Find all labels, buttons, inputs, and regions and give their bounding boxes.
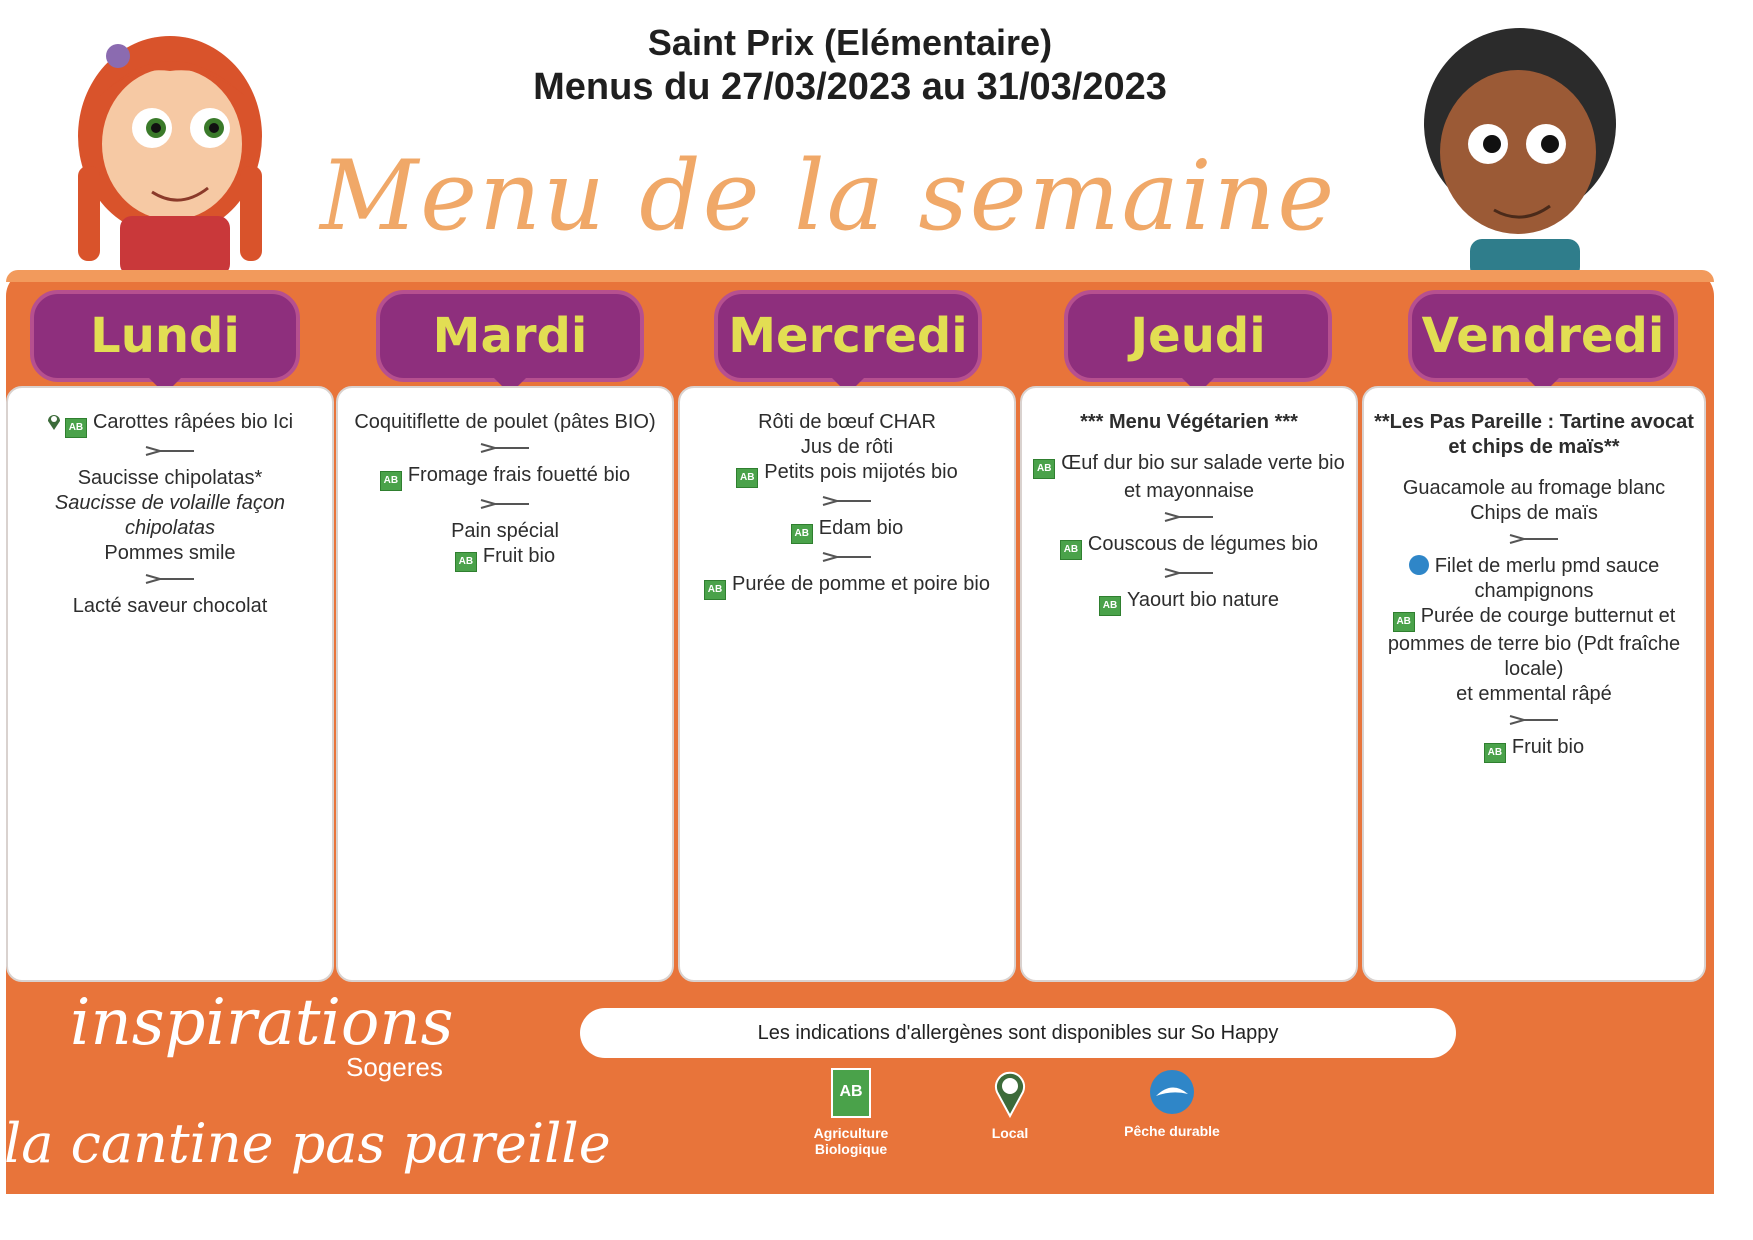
course-separator <box>1159 566 1219 580</box>
brand-sub: Sogeres <box>346 1052 443 1082</box>
menu-item <box>1032 588 1346 616</box>
menu-item <box>348 544 662 572</box>
tab-jeudi <box>1064 290 1332 382</box>
menu-item <box>1032 479 1346 504</box>
menu-item <box>18 491 322 541</box>
board-top-stripe <box>6 270 1714 282</box>
school-title: Saint Prix (Elémentaire) <box>647 22 1053 63</box>
header <box>0 0 1753 280</box>
svg-text:AB: AB <box>839 1083 863 1100</box>
menu-period: Menus du 27/03/2023 au 31/03/2023 <box>533 66 1167 108</box>
menu-item <box>690 516 1004 544</box>
course-separator <box>140 572 200 586</box>
day-column-mardi <box>336 386 674 982</box>
menu-item <box>690 435 1004 460</box>
menu-item-text: Chips de maïs <box>1470 502 1598 524</box>
legend-label: Pêche durable <box>1124 1123 1220 1139</box>
legend-bio <box>796 1068 906 1157</box>
tab-mardi <box>376 290 644 382</box>
tab-lundi <box>30 290 300 382</box>
legend-local <box>970 1068 1050 1141</box>
menu-item <box>690 410 1004 435</box>
menu-item <box>18 594 322 619</box>
bio-label-icon: AB <box>791 524 813 544</box>
day-label: Vendredi <box>1421 308 1665 364</box>
bio-label-icon: AB <box>736 468 758 488</box>
menu-item <box>18 410 322 438</box>
legend-label: Agriculture Biologique <box>813 1125 889 1157</box>
course-separator <box>1159 510 1219 524</box>
day-label: Lundi <box>90 308 240 364</box>
menu-item-text: Pain spécial <box>451 520 559 542</box>
sustainable-fishing-icon <box>1148 1068 1196 1116</box>
script-heading: Menu de la semaine <box>320 140 1337 252</box>
menu-item-text: Saucisse chipolatas* <box>77 467 263 489</box>
menu-item <box>348 519 662 544</box>
menu-item-text: Purée de pomme et poire bio <box>732 573 990 595</box>
bio-label-icon: AB <box>1060 540 1082 560</box>
bio-label-icon: AB <box>1033 459 1055 479</box>
bio-label-icon: AB <box>1393 612 1415 632</box>
local-pin-icon <box>47 413 61 431</box>
menu-item-text: Œuf dur bio sur salade verte bio <box>1061 452 1345 474</box>
menu-item <box>1032 532 1346 560</box>
menu-item <box>1374 682 1694 707</box>
menu-item-text: Fromage frais fouetté bio <box>407 464 631 486</box>
bio-label-icon <box>831 1068 871 1118</box>
menu-item-text: Filet de merlu pmd sauce champignons <box>1434 555 1660 602</box>
legend-fish <box>1112 1068 1232 1139</box>
bio-label-icon: AB <box>65 418 87 438</box>
tab-vendredi <box>1408 290 1678 382</box>
course-separator <box>817 494 877 508</box>
menu-item-text: Rôti de bœuf CHAR <box>758 411 936 433</box>
menu-item-text: Lacté saveur chocolat <box>72 595 268 617</box>
menu-item <box>1032 451 1346 479</box>
sustainable-fishing-icon <box>1409 555 1429 575</box>
local-pin-icon <box>993 1068 1027 1118</box>
bio-label-icon: AB <box>455 552 477 572</box>
menu-item <box>18 541 322 566</box>
menu-item-text: Guacamole au fromage blanc <box>1402 477 1666 499</box>
course-separator <box>475 441 535 455</box>
menu-item <box>1374 554 1694 604</box>
menu-item-text: Coquitiflette de poulet (pâtes BIO) <box>354 411 656 433</box>
menu-item <box>1374 410 1694 460</box>
menu-item-text: et mayonnaise <box>1123 480 1255 502</box>
menu-item <box>1374 735 1694 763</box>
menu-item-text: Carottes râpées bio Ici <box>92 411 294 433</box>
menu-item-text: Pommes smile <box>104 542 236 564</box>
boy-illustration <box>1410 14 1630 276</box>
legend-label: Local <box>991 1125 1029 1141</box>
menu-item-text: Edam bio <box>818 517 904 539</box>
day-label: Jeudi <box>1130 308 1266 364</box>
day-column-vendredi <box>1362 386 1706 982</box>
tab-mercredi <box>714 290 982 382</box>
bio-label-icon: AB <box>1099 596 1121 616</box>
menu-item <box>690 460 1004 488</box>
menu-item-text: Yaourt bio nature <box>1127 589 1279 611</box>
menu-item <box>1374 604 1694 682</box>
course-separator <box>1504 532 1564 546</box>
course-separator <box>817 550 877 564</box>
menu-item <box>1374 476 1694 501</box>
day-label: Mercredi <box>728 308 968 364</box>
menu-item <box>348 410 662 435</box>
menu-item <box>348 463 662 491</box>
menu-item-text: Purée de courge butternut et pommes de terre bio (Pdt fraîche locale) <box>1387 605 1681 680</box>
brand-logo-text: inspirations <box>70 986 454 1060</box>
allergen-note: Les indications d'allergènes sont disponibles sur So Happy <box>580 1008 1456 1058</box>
menu-item-text: Saucisse de volaille façon chipolatas <box>54 492 286 539</box>
bio-label-icon: AB <box>1484 743 1506 763</box>
menu-item-text: **Les Pas Pareille : Tartine avocat et chips de maïs** <box>1374 411 1694 458</box>
menu-item-text: et emmental râpé <box>1456 683 1612 705</box>
menu-item-text: Jus de rôti <box>800 436 894 458</box>
menu-item <box>1032 410 1346 435</box>
menu-item <box>690 572 1004 600</box>
brand-tagline: la cantine pas pareille <box>4 1112 611 1175</box>
course-separator <box>1504 713 1564 727</box>
menu-item-text: Fruit bio <box>482 545 556 567</box>
menu-item-text: Couscous de légumes bio <box>1087 533 1319 555</box>
day-column-mercredi <box>678 386 1016 982</box>
bio-label-icon: AB <box>704 580 726 600</box>
menu-item-text: Petits pois mijotés bio <box>764 461 958 483</box>
menu-item <box>1374 501 1694 526</box>
bio-label-icon: AB <box>380 471 402 491</box>
course-separator <box>475 497 535 511</box>
menu-item-text: *** Menu Végétarien *** <box>1080 411 1298 433</box>
course-separator <box>140 444 200 458</box>
menu-item-text: Fruit bio <box>1511 736 1585 758</box>
day-column-lundi <box>6 386 334 982</box>
day-label: Mardi <box>432 308 588 364</box>
menu-item <box>18 466 322 491</box>
day-column-jeudi <box>1020 386 1358 982</box>
